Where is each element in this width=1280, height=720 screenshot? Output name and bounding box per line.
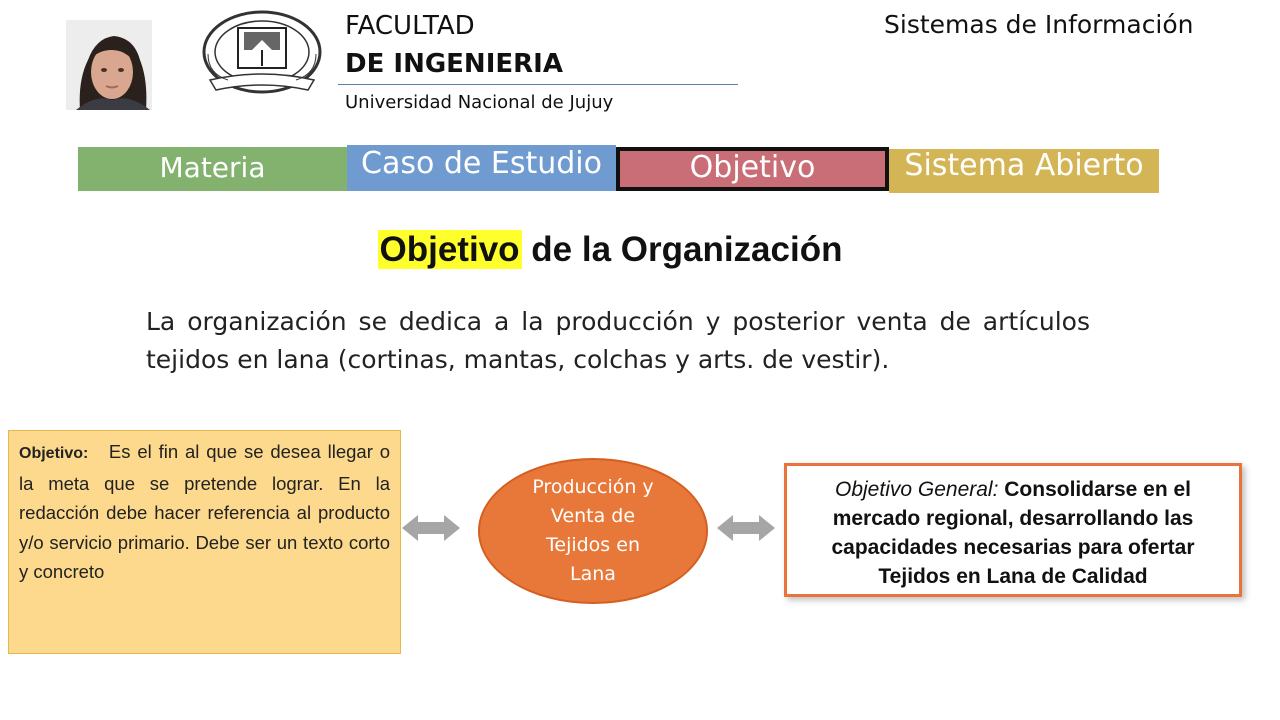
header-divider	[338, 84, 738, 85]
university-name: Universidad Nacional de Jujuy	[345, 92, 614, 113]
tab-sistema-abierto[interactable]: Sistema Abierto	[889, 149, 1159, 193]
university-seal-logo	[200, 10, 325, 100]
faculty-title-line1: FACULTAD	[345, 11, 475, 41]
course-title: Sistemas de Información	[884, 10, 1194, 39]
organization-description: La organización se dedica a la producción y posterior venta de artículos tejidos en lana (cortinas, mantas, colchas y arts. de vestir).	[146, 307, 1090, 374]
tab-objetivo[interactable]: Objetivo	[616, 147, 889, 191]
title-highlight: Objetivo	[379, 230, 520, 269]
definition-label: Objetivo:	[19, 445, 89, 462]
ellipse-text: Producción y Venta de Tejidos en Lana	[532, 476, 654, 585]
title-rest: de la Organización	[521, 230, 843, 269]
presenter-webcam	[66, 20, 152, 110]
tab-materia[interactable]: Materia	[78, 147, 347, 191]
production-ellipse	[478, 458, 708, 604]
tab-caso-de-estudio[interactable]: Caso de Estudio	[347, 145, 616, 191]
goal-text: Consolidarse en el mercado regional, desarrollando las capacidades necesarias para ofertar Tejidos en Lana de Calidad	[831, 478, 1195, 588]
goal-label: Objetivo General:	[835, 478, 999, 501]
slide-title	[0, 230, 1220, 270]
double-arrow-icon	[402, 513, 460, 543]
faculty-title-line2: DE INGENIERIA	[345, 49, 563, 79]
objective-definition-box	[8, 430, 401, 654]
definition-text: Es el fin al que se desea llegar o la meta que se pretende lograr. En la redacción debe hacer referencia al producto y/o servicio primario. Debe ser un texto corto y concreto	[19, 441, 390, 582]
double-arrow-icon	[717, 513, 775, 543]
general-objective-box	[784, 463, 1242, 597]
